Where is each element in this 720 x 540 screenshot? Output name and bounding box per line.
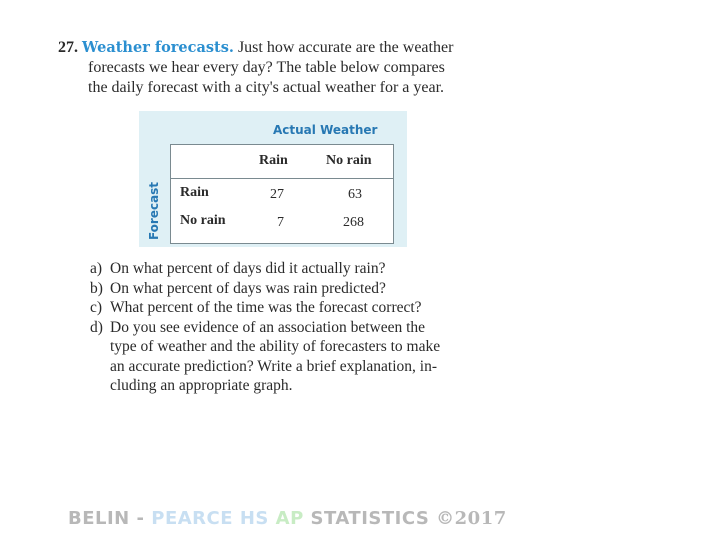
footer-ap: AP (275, 508, 304, 529)
question-label: a) (90, 260, 103, 277)
column-header-rain: Rain (259, 153, 288, 168)
question-text-line-2: type of weather and the ability of forecasters to make (110, 338, 441, 355)
question-a (90, 259, 510, 279)
contingency-table (170, 144, 394, 244)
cell-norain-norain: 268 (343, 215, 364, 230)
row-header-rain: Rain (180, 185, 209, 200)
row-group-label-text: Forecast (147, 181, 161, 241)
column-group-label: Actual Weather (273, 123, 378, 137)
cell-rain-rain: 27 (270, 187, 284, 202)
cell-norain-rain: 7 (277, 215, 284, 230)
question-d (90, 318, 510, 396)
cell-rain-norain: 63 (348, 187, 362, 202)
question-c (90, 298, 510, 318)
problem-text (58, 38, 508, 98)
footer-pearce: PEARCE HS (151, 508, 269, 529)
header-divider (171, 178, 393, 179)
question-text: On what percent of days did it actually rain? (110, 260, 386, 277)
question-list (90, 259, 510, 396)
question-text-line-4: cluding an appropriate graph. (110, 377, 293, 394)
footer-watermark (68, 508, 507, 529)
footer-statistics: STATISTICS (310, 508, 430, 529)
column-header-no-rain: No rain (326, 153, 372, 168)
footer-copyright: ©2017 (436, 508, 507, 529)
footer-belin: BELIN - (68, 508, 152, 529)
problem-number: 27. (58, 39, 78, 56)
row-header-no-rain: No rain (180, 213, 226, 228)
row-group-label (139, 181, 169, 241)
question-b (90, 279, 510, 299)
question-label: b) (90, 279, 103, 297)
problem-line-3: the daily forecast with a city's actual weather for a year. (88, 79, 445, 96)
question-text-line-3: an accurate prediction? Write a brief explanation, in- (110, 357, 438, 375)
question-text: On what percent of days was rain predicted? (110, 279, 386, 297)
right-border (393, 145, 394, 243)
question-label: d) (90, 318, 103, 336)
problem-line-1: Just how accurate are the weather (237, 39, 454, 56)
question-text: What percent of the time was the forecast correct? (110, 299, 422, 316)
contingency-table-panel (139, 111, 407, 247)
question-text-line-1: Do you see evidence of an association between the (110, 318, 426, 336)
question-label: c) (90, 299, 103, 316)
problem-line-2: forecasts we hear every day? The table below compares (88, 59, 445, 76)
problem-title: Weather forecasts. (82, 39, 234, 56)
